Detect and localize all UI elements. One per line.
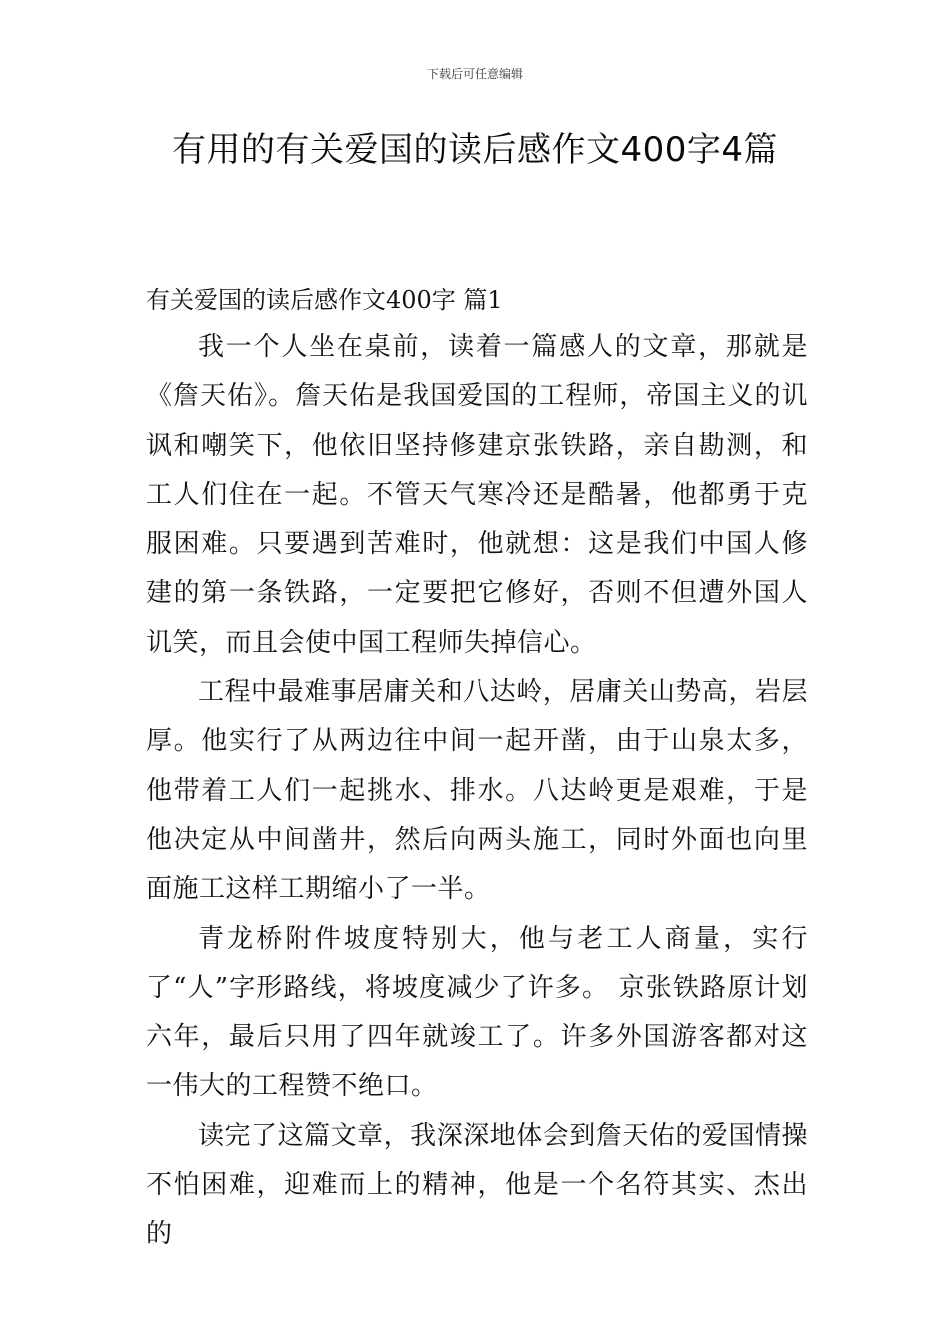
document-title: 有用的有关爱国的读后感作文400字4篇 — [171, 130, 779, 170]
article-body — [146, 277, 808, 1260]
paragraph-3: 青龙桥附件坡度特别大，他与老工人商量，实行了“人”字形路线，将坡度减少了许多。 京张铁路原计划六年，最后只用了四年就竣工了。许多外国游客都对这一伟大的工程赞不绝口。 — [146, 923, 808, 1102]
paragraph-4: 读完了这篇文章，我深深地体会到詹天佑的爱国情操不怕困难，迎难而上的精神，他是一个名符其实、杰出的 — [146, 1120, 808, 1250]
paragraph-2: 工程中最难事居庸关和八达岭，居庸关山势高，岩层厚。他实行了从两边往中间一起开凿，由于山泉太多，他带着工人们一起挑水、排水。八达岭更是艰难，于是他决定从中间凿井，然后向两头施工，同时外面也向里面施工这样工期缩小了一半。 — [146, 677, 808, 905]
section-heading: 有关爱国的读后感作文400字 篇1 — [146, 286, 503, 314]
header-note: 下载后可任意编辑 — [426, 67, 523, 81]
paragraph-1: 我一个人坐在桌前，读着一篇感人的文章，那就是《詹天佑》。詹天佑是我国爱国的工程师，帝国主义的讥讽和嘲笑下，他依旧坚持修建京张铁路，亲自勘测，和工人们住在一起。不管天气寒冷还是酷暑，他都勇于克服困难。只要遇到苦难时，他就想：这是我们中国人修建的第一条铁路，一定要把它修好，否则不但遭外国人讥笑，而且会使中国工程师失掉信心。 — [146, 332, 808, 658]
